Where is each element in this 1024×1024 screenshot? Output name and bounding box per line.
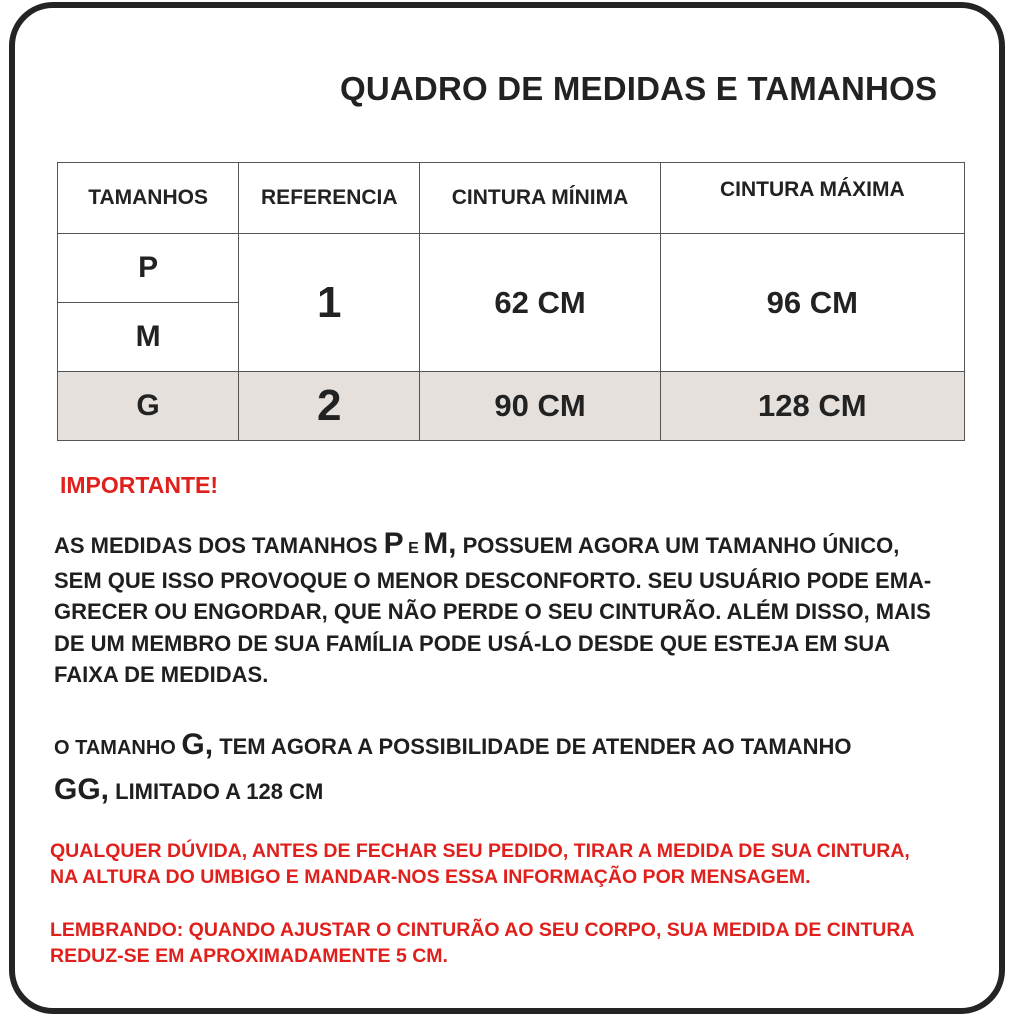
reference-cell: 2 [239, 372, 420, 441]
paragraph-size-g [54, 724, 852, 813]
text-fragment: TEM AGORA A POSSIBILIDADE DE ATENDER AO TAMANHO [213, 734, 852, 759]
paragraph-line: GRECER OU ENGORDAR, QUE NÃO PERDE O SEU CINTURÃO. ALÉM DISSO, MAIS [54, 599, 931, 624]
page-title: QUADRO DE MEDIDAS E TAMANHOS [340, 70, 938, 107]
size-m-emphasis: M, [423, 527, 457, 560]
table-row [58, 234, 965, 303]
size-gg-emphasis: GG, [54, 773, 110, 806]
reference-cell: 1 [239, 234, 420, 372]
note-line: QUALQUER DÚVIDA, ANTES DE FECHAR SEU PEDIDO, TIRAR A MEDIDA DE SUA CINTURA, [50, 840, 910, 862]
size-cell-p: P [58, 234, 239, 303]
text-fragment: AS MEDIDAS DOS TAMANHOS [54, 533, 384, 558]
paragraph-line [54, 769, 852, 813]
max-waist-cell: 96 CM [660, 234, 964, 372]
min-waist-cell: 90 CM [420, 372, 660, 441]
reminder-note [50, 917, 915, 969]
table-row [58, 372, 965, 441]
paragraph-line: SEM QUE ISSO PROVOQUE O MENOR DESCONFORTO. SEU USUÁRIO PODE EMA- [54, 567, 932, 593]
question-note [50, 838, 910, 890]
text-fragment: LIMITADO A 128 CM [109, 779, 324, 804]
paragraph-single-size [54, 528, 931, 691]
note-line: NA ALTURA DO UMBIGO E MANDAR-NOS ESSA INFORMAÇÃO POR MENSAGEM. [50, 866, 811, 888]
text-fragment: POSSUEM AGORA UM TAMANHO ÚNICO, [456, 533, 900, 558]
paragraph-line: DE UM MEMBRO DE SUA FAMÍLIA PODE USÁ-LO DESDE QUE ESTEJA EM SUA [54, 630, 891, 656]
important-label: IMPORTANTE! [60, 472, 219, 498]
min-waist-cell: 62 CM [420, 234, 660, 372]
size-cell-g: G [58, 372, 239, 441]
max-waist-cell: 128 CM [660, 372, 964, 441]
text-fragment: E [403, 540, 424, 557]
table-header-row [58, 163, 965, 234]
paragraph-line: FAIXA DE MEDIDAS. [54, 662, 269, 687]
size-cell-m: M [58, 303, 239, 372]
paragraph-line [54, 724, 852, 769]
size-g-emphasis: G, [181, 728, 214, 761]
text-fragment: O TAMANHO [54, 737, 182, 759]
paragraph-line [54, 528, 931, 565]
header-referencia: REFERENCIA [239, 163, 420, 234]
size-table [57, 162, 965, 441]
header-cintura-maxima: CINTURA MÁXIMA [660, 163, 964, 234]
header-tamanhos: TAMANHOS [58, 163, 239, 234]
header-cintura-minima: CINTURA MÍNIMA [420, 163, 660, 234]
size-p-emphasis: P [383, 527, 404, 560]
note-line: LEMBRANDO: QUANDO AJUSTAR O CINTURÃO AO SEU CORPO, SUA MEDIDA DE CINTURA [50, 919, 915, 941]
note-line: REDUZ-SE EM APROXIMADAMENTE 5 CM. [50, 945, 448, 967]
